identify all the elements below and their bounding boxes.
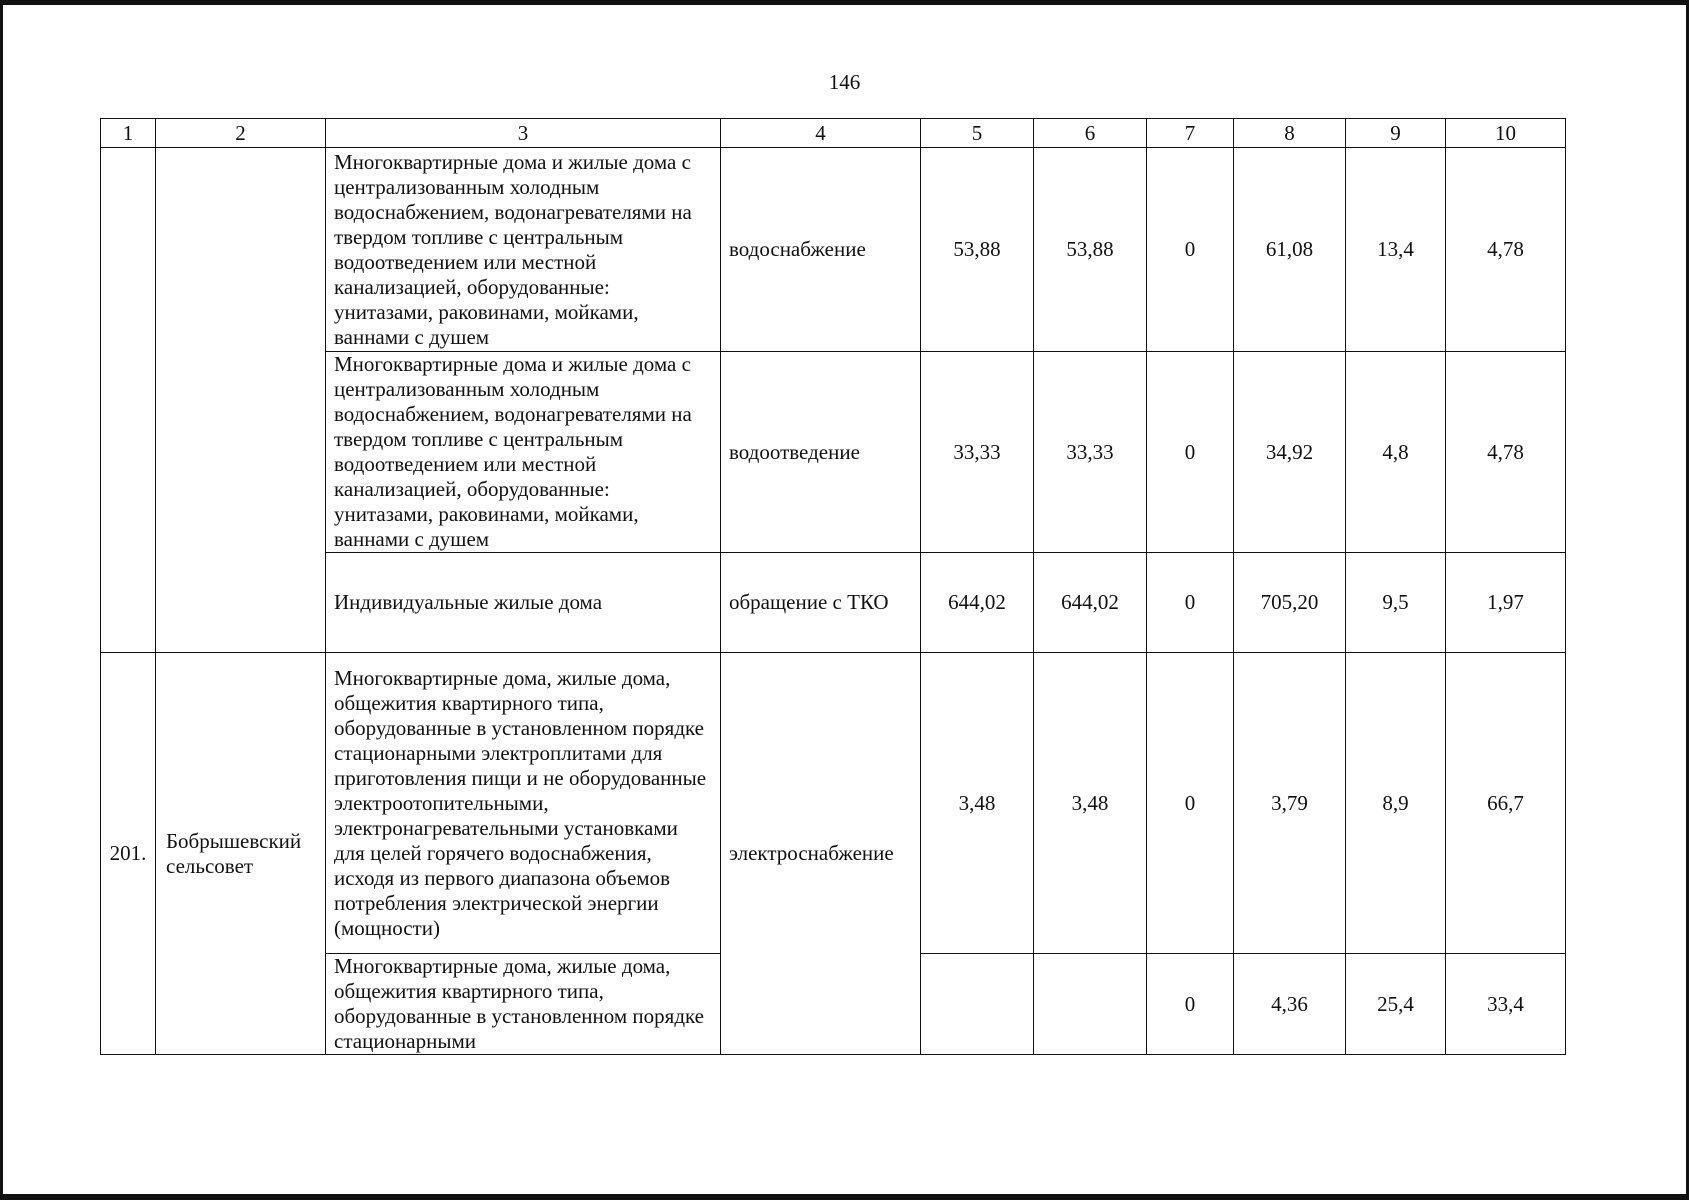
value-cell-10: 4,78 bbox=[1446, 352, 1566, 553]
value-cell-5 bbox=[921, 954, 1034, 1055]
category-cell: Индивидуальные жилые дома bbox=[326, 553, 721, 653]
value-cell-9: 13,4 bbox=[1346, 148, 1446, 352]
value-cell-9: 25,4 bbox=[1346, 954, 1446, 1055]
value-cell-7: 0 bbox=[1147, 148, 1234, 352]
value-cell-10: 33,4 bbox=[1446, 954, 1566, 1055]
header-cell-1: 1 bbox=[101, 119, 156, 148]
service-cell: электроснабжение bbox=[721, 653, 921, 1055]
scan-border-bottom bbox=[0, 1194, 1689, 1200]
value-cell-5: 53,88 bbox=[921, 148, 1034, 352]
header-cell-3: 3 bbox=[326, 119, 721, 148]
header-cell-9: 9 bbox=[1346, 119, 1446, 148]
header-cell-8: 8 bbox=[1234, 119, 1346, 148]
value-cell-5: 33,33 bbox=[921, 352, 1034, 553]
value-cell-8: 34,92 bbox=[1234, 352, 1346, 553]
category-cell: Многоквартирные дома, жилые дома, общежития квартирного типа, оборудованные в установленном порядке стационарными bbox=[326, 954, 721, 1055]
header-cell-2: 2 bbox=[156, 119, 326, 148]
category-cell: Многоквартирные дома и жилые дома с централизованным холодным водоснабжением, водонагревателями на твердом топливе с центральным водоотведением или местной канализацией, оборудованные: унитазами, раковинами, мойками, ваннами с душем bbox=[326, 352, 721, 553]
value-cell-8: 61,08 bbox=[1234, 148, 1346, 352]
row-number-cell: 201. bbox=[101, 653, 156, 1055]
value-cell-7: 0 bbox=[1147, 352, 1234, 553]
value-cell-7: 0 bbox=[1147, 954, 1234, 1055]
value-cell-5: 3,48 bbox=[921, 653, 1034, 954]
value-cell-7: 0 bbox=[1147, 553, 1234, 653]
header-cell-10: 10 bbox=[1446, 119, 1566, 148]
table-row bbox=[101, 653, 1566, 954]
value-cell-8: 3,79 bbox=[1234, 653, 1346, 954]
category-cell: Многоквартирные дома, жилые дома, общежития квартирного типа, оборудованные в установленном порядке стационарными электроплитами для приготовления пищи и не оборудованные электроотопительными, электронагревательными установками для целей горячего водоснабжения, исходя из первого диапазона объемов потребления электрической энергии (мощности) bbox=[326, 653, 721, 954]
table-row bbox=[101, 148, 1566, 352]
header-cell-4: 4 bbox=[721, 119, 921, 148]
value-cell-5: 644,02 bbox=[921, 553, 1034, 653]
tariff-table bbox=[100, 118, 1566, 1055]
value-cell-6: 3,48 bbox=[1034, 653, 1147, 954]
value-cell-10: 1,97 bbox=[1446, 553, 1566, 653]
header-row bbox=[101, 119, 1566, 148]
header-cell-6: 6 bbox=[1034, 119, 1147, 148]
value-cell-6: 53,88 bbox=[1034, 148, 1147, 352]
value-cell-10: 4,78 bbox=[1446, 148, 1566, 352]
value-cell-8: 705,20 bbox=[1234, 553, 1346, 653]
value-cell-8: 4,36 bbox=[1234, 954, 1346, 1055]
value-cell-9: 4,8 bbox=[1346, 352, 1446, 553]
settlement-cell: Бобрышевский сельсовет bbox=[156, 653, 326, 1055]
scan-border-left bbox=[0, 0, 3, 1200]
value-cell-10: 66,7 bbox=[1446, 653, 1566, 954]
settlement-cell bbox=[156, 148, 326, 653]
value-cell-9: 8,9 bbox=[1346, 653, 1446, 954]
category-cell: Многоквартирные дома и жилые дома с централизованным холодным водоснабжением, водонагревателями на твердом топливе с центральным водоотведением или местной канализацией, оборудованные: унитазами, раковинами, мойками, ваннами с душем bbox=[326, 148, 721, 352]
value-cell-7: 0 bbox=[1147, 653, 1234, 954]
value-cell-6 bbox=[1034, 954, 1147, 1055]
value-cell-6: 33,33 bbox=[1034, 352, 1147, 553]
scan-border-top bbox=[0, 0, 1689, 5]
header-cell-7: 7 bbox=[1147, 119, 1234, 148]
header-cell-5: 5 bbox=[921, 119, 1034, 148]
service-cell: водоотведение bbox=[721, 352, 921, 553]
service-cell: водоснабжение bbox=[721, 148, 921, 352]
row-number-cell bbox=[101, 148, 156, 653]
value-cell-6: 644,02 bbox=[1034, 553, 1147, 653]
page-number: 146 bbox=[828, 70, 861, 94]
value-cell-9: 9,5 bbox=[1346, 553, 1446, 653]
service-cell: обращение с ТКО bbox=[721, 553, 921, 653]
